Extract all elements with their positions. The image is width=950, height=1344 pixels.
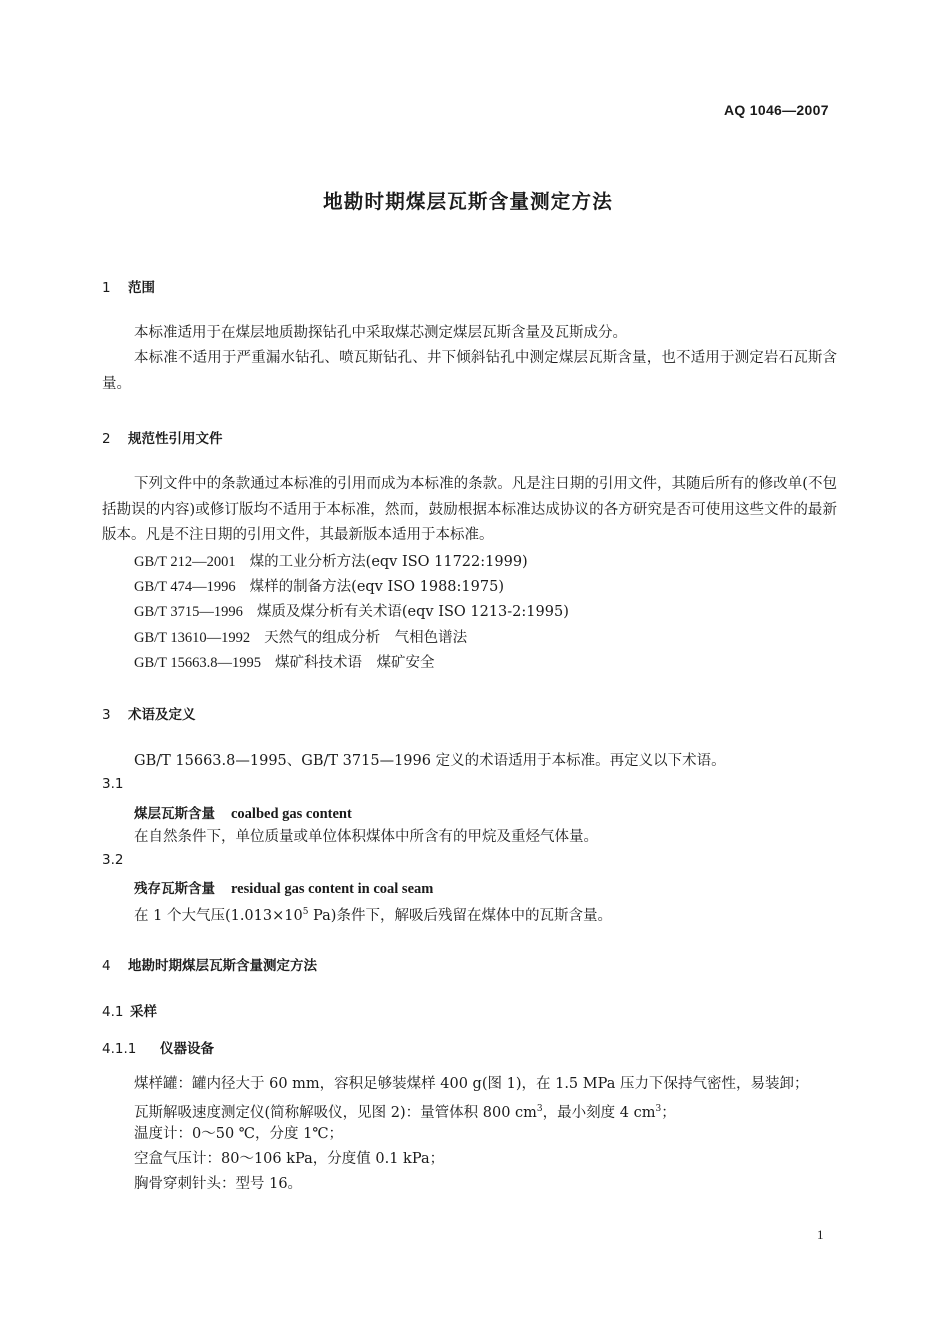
paragraph: GB/T 15663.8—1995、GB/T 3715—1996 定义的术语适用于本标准。再定义以下术语。 xyxy=(134,753,726,769)
subsection-heading-4-1 xyxy=(102,1000,157,1020)
section-heading-4 xyxy=(102,954,317,974)
reference-item xyxy=(134,600,569,621)
reference-item xyxy=(134,550,528,571)
definition-text: 在 1 个大气压(1.013×10 xyxy=(134,907,303,924)
section-number: 2 xyxy=(102,431,111,447)
paragraph: 下列文件中的条款通过本标准的引用而成为本标准的条款。凡是注日期的引用文件，其随后所有的修改单(不包括勘误的内容)或修订版均不适用于本标准，然而，鼓励根据本标准达成协议的各方研究是否可使用这些文件的最新版本。凡是不注日期的引用文件，其最新版本适用于本标准。 xyxy=(102,476,837,543)
section-title: 范围 xyxy=(128,280,155,296)
paragraph: 本标准适用于在煤层地质勘探钻孔中采取煤芯测定煤层瓦斯含量及瓦斯成分。 xyxy=(134,325,627,341)
section-number: 4.1 xyxy=(102,1004,124,1020)
section-title: 采样 xyxy=(130,1004,157,1020)
reference-code: GB/T 3715—1996 xyxy=(134,604,243,620)
reference-code: GB/T 15663.8—1995 xyxy=(134,655,262,671)
item-text: ，最小刻度 4 cm xyxy=(542,1104,656,1121)
section-heading-1 xyxy=(102,276,155,296)
section-number: 4 xyxy=(102,958,111,974)
term-number: 3.2 xyxy=(102,852,124,868)
section-heading-3 xyxy=(102,703,196,723)
superscript: 3 xyxy=(536,1104,543,1114)
item-text: 瓦斯解吸速度测定仪(简称解吸仪，见图 2)：量管体积 800 cm xyxy=(134,1104,537,1121)
reference-item xyxy=(134,651,435,672)
equipment-item: 温度计：0～50 ℃，分度 1℃； xyxy=(134,1126,344,1142)
definition-text: Pa)条件下，解吸后残留在煤体中的瓦斯含量。 xyxy=(308,907,612,924)
reference-title: 煤样的制备方法(eqv ISO 1988:1975) xyxy=(249,579,504,595)
reference-item xyxy=(134,626,467,647)
document-title: 地勘时期煤层瓦斯含量测定方法 xyxy=(323,190,613,213)
section-number: 1 xyxy=(102,280,111,296)
term-definition: 在自然条件下，单位质量或单位体积煤体中所含有的甲烷及重烃气体量。 xyxy=(134,829,598,845)
section-title: 规范性引用文件 xyxy=(128,431,223,447)
superscript: 5 xyxy=(302,907,309,917)
term-chinese: 煤层瓦斯含量 xyxy=(134,806,215,822)
section-title: 仪器设备 xyxy=(160,1041,214,1057)
paragraph: 本标准不适用于严重漏水钻孔、喷瓦斯钻孔、井下倾斜钻孔中测定煤层瓦斯含量，也不适用于测定岩石瓦斯含量。 xyxy=(102,350,837,392)
section-title: 地勘时期煤层瓦斯含量测定方法 xyxy=(128,958,317,974)
reference-code: GB/T 13610—1992 xyxy=(134,630,251,646)
term-definition xyxy=(134,900,612,929)
item-text: ； xyxy=(661,1104,676,1121)
reference-item xyxy=(134,575,504,596)
section-title: 术语及定义 xyxy=(128,707,196,723)
section-number: 3 xyxy=(102,707,111,723)
term-english: residual gas content in coal seam xyxy=(231,881,434,897)
section-heading-2 xyxy=(102,427,223,447)
standard-code: AQ 1046—2007 xyxy=(724,102,829,118)
reference-title: 天然气的组成分析 气相色谱法 xyxy=(264,630,468,646)
page-number: 1 xyxy=(817,1227,824,1242)
reference-title: 煤的工业分析方法(eqv ISO 11722:1999) xyxy=(249,554,528,570)
section-number: 4.1.1 xyxy=(102,1041,137,1057)
equipment-item: 空盒气压计：80～106 kPa，分度值 0.1 kPa； xyxy=(134,1151,445,1167)
term-heading xyxy=(134,802,352,823)
term-heading xyxy=(134,877,433,898)
reference-title: 煤质及煤分析有关术语(eqv ISO 1213-2:1995) xyxy=(256,604,569,620)
superscript: 3 xyxy=(655,1104,662,1114)
reference-code: GB/T 212—2001 xyxy=(134,554,236,570)
equipment-item: 煤样罐：罐内径大于 60 mm，容积足够装煤样 400 g(图 1)，在 1.5 MPa 压力下保持气密性，易装卸； xyxy=(134,1076,809,1092)
equipment-item: 胸骨穿刺针头：型号 16。 xyxy=(134,1176,303,1192)
subsection-heading-4-1-1 xyxy=(102,1037,214,1057)
term-chinese: 残存瓦斯含量 xyxy=(134,881,215,897)
term-english: coalbed gas content xyxy=(231,806,352,822)
term-number: 3.1 xyxy=(102,776,124,792)
reference-title: 煤矿科技术语 煤矿安全 xyxy=(275,655,435,671)
reference-code: GB/T 474—1996 xyxy=(134,579,236,595)
